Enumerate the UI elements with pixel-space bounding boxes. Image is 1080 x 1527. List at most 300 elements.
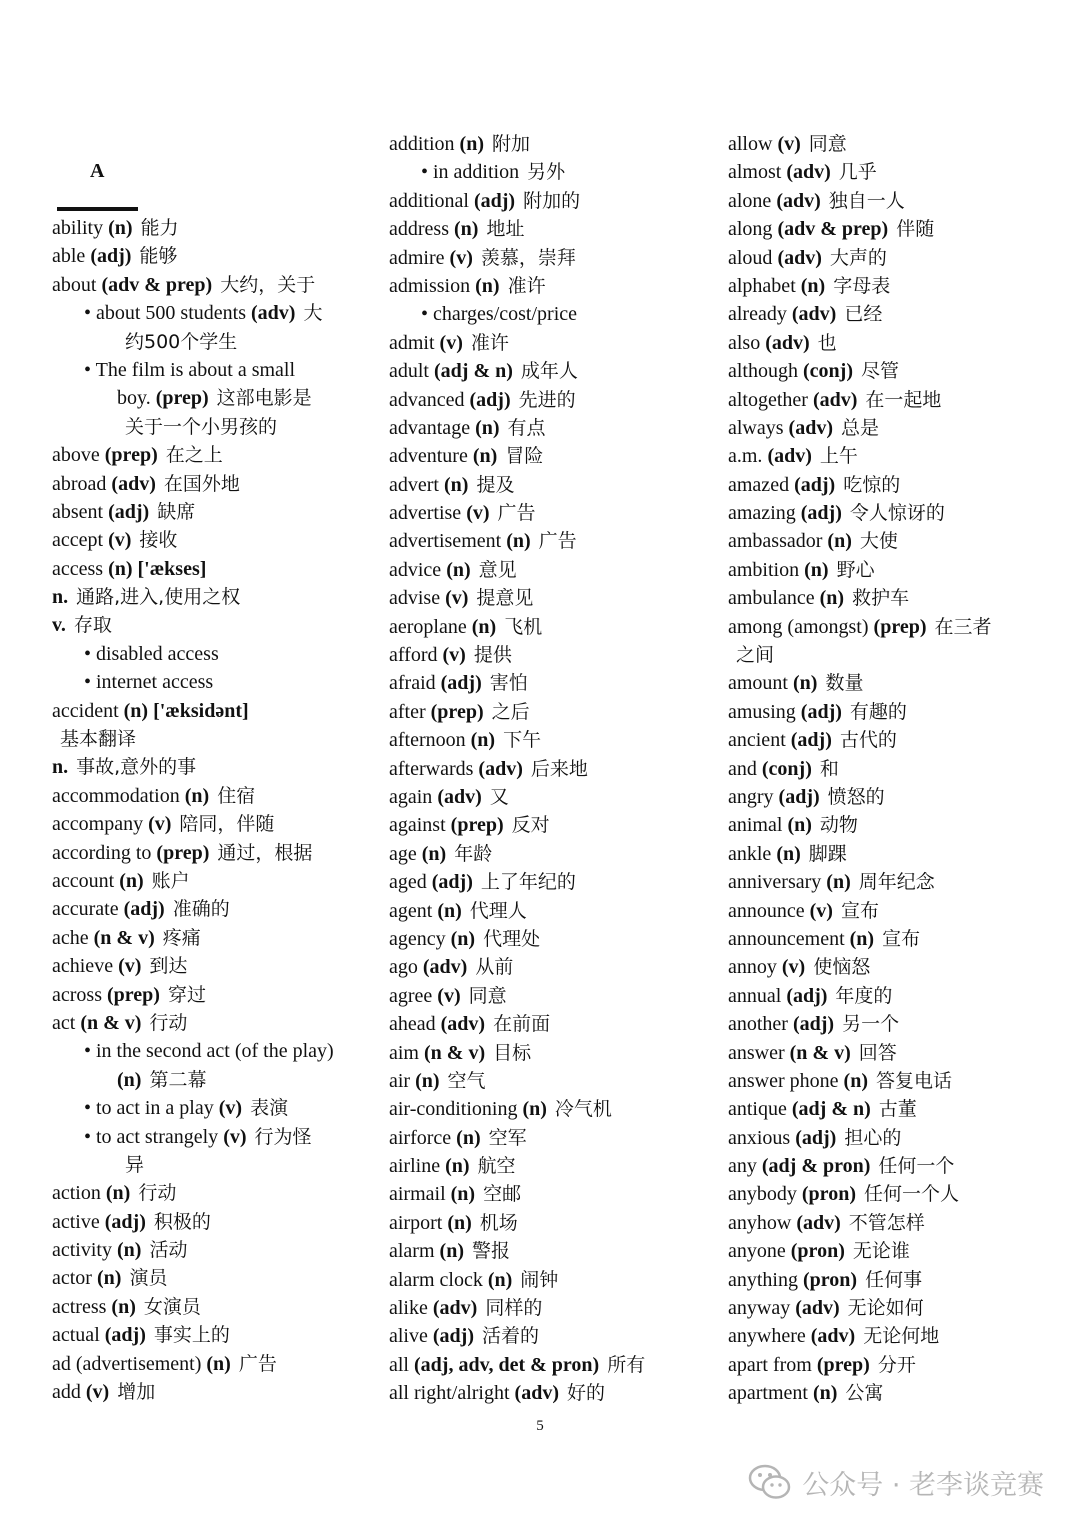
entry-word: add [52,1381,86,1404]
word-column-3 [728,130,1046,1408]
entry-word: • in the second act (of the play) [84,1040,334,1063]
entry-pos: (prep) [450,814,504,837]
entry-word: advert [389,473,444,496]
entry-word: abroad [52,472,112,495]
entry-pos: (n) [184,784,210,807]
entry-pos: (v) [85,1381,110,1404]
dictionary-entry [728,130,1046,158]
entry-pos: (n) [450,1183,476,1206]
entry-translation: 地址 [486,218,525,241]
entry-translation: 动物 [819,814,858,837]
entry-word: across [52,983,107,1006]
entry-word: active [52,1210,105,1233]
entry-pos: (v) [223,1125,247,1148]
entry-word: • about 500 students [84,302,251,325]
dictionary-entry [52,583,374,611]
entry-translation: 尽管 [860,360,899,383]
entry-translation: 无论如何 [847,1297,924,1320]
entry-word: apart from [728,1353,817,1376]
entry-pos: (n & v) [789,1041,851,1064]
entry-pos: (v) [439,331,463,354]
entry-translation: 准确的 [172,898,230,921]
entry-pos: (n) [812,1382,838,1405]
entry-translation: 行动 [138,1182,177,1205]
entry-translation: 古代的 [839,729,897,752]
entry-word: additional [389,189,474,212]
entry-translation: 使恼怒 [813,956,871,979]
entry-word: again [389,785,438,808]
entry-translation: 在前面 [493,1013,551,1036]
entry-word: already [728,303,792,326]
entry-word: accommodation [52,784,185,807]
dictionary-entry [389,386,707,414]
entry-translation: 有点 [507,416,546,439]
entry-pos: n. [52,586,69,609]
entry-word: • to act strangely [84,1125,224,1148]
entry-word: almost [728,161,787,184]
entry-pos: (adv) [422,956,468,979]
entry-translation: 回答 [858,1041,897,1064]
entry-translation: 积极的 [153,1210,211,1233]
entry-translation: 接收 [139,529,178,552]
entry-translation: 活着的 [481,1325,539,1348]
dictionary-entry [728,1266,1046,1294]
dictionary-entry [389,868,707,896]
dictionary-entry [52,1208,374,1236]
entry-word: annual [728,984,787,1007]
entry-word: against [389,814,451,837]
entry-translation: 脚踝 [808,842,847,865]
entry-pos: (adv & prep) [777,218,889,241]
entry-pos: (prep) [155,387,209,410]
entry-translation: 提及 [476,473,515,496]
entry-pos: (n) [475,416,500,439]
entry-word: act [52,1011,81,1034]
dictionary-entry [728,840,1046,868]
entry-word: airport [389,1211,448,1234]
entry-pos: (n) [437,899,462,922]
entry-translation: 表演 [250,1097,289,1120]
entry-translation: 数量 [825,672,864,695]
dictionary-entry [728,783,1046,811]
entry-word: achieve [52,955,119,978]
entry-word: action [52,1182,106,1205]
dictionary-entry [728,1322,1046,1350]
dictionary-entry [389,1379,707,1407]
entry-translation: 异 [125,1153,145,1176]
entry-translation: 先进的 [518,388,576,411]
word-column-2 [389,130,707,1408]
entry-word: altogether [728,388,813,411]
dictionary-entry [389,499,707,527]
entry-pos: (v) [218,1097,243,1120]
entry-word: • internet access [84,671,214,694]
entry-translation: 准许 [507,274,546,297]
dictionary-entry [52,1350,374,1378]
entry-translation: 担心的 [844,1126,902,1149]
dictionary-entry [728,1010,1046,1038]
entry-pos: (n & v) [80,1011,142,1034]
entry-pos: (n) [843,1069,868,1092]
dictionary-entry [52,895,374,923]
dictionary-entry [52,924,374,952]
dictionary-entry [52,271,374,299]
dictionary-entry [728,1209,1046,1237]
entry-translation: 增加 [117,1381,156,1404]
entry-pos: (n) [819,587,845,610]
entry-word: apartment [728,1382,813,1405]
entry-pos: (adj) [800,502,842,525]
entry-translation: 同意 [808,133,847,155]
dictionary-entry [728,1237,1046,1265]
entry-pos: (adj & pron) [761,1155,871,1178]
dictionary-entry [728,953,1046,981]
entry-translation: 到达 [149,955,188,978]
word-column-1 [52,214,374,1406]
dictionary-entry [728,329,1046,357]
entry-translation: 附加 [492,133,531,155]
entry-word: admit [389,331,440,354]
entry-pos: (n) [119,869,144,892]
entry-word: boy. [117,387,156,410]
entry-word: • The film is about a small [84,358,296,381]
entry-translation: 另外 [527,161,566,184]
entry-word: alphabet [728,274,801,297]
entry-pos: (n) [421,842,447,865]
entry-translation: 又 [489,785,509,808]
entry-pos: (n) [827,530,852,553]
entry-word: anyhow [728,1211,797,1234]
entry-word: ability [52,217,109,239]
entry-pos: (pron) [801,1183,856,1206]
entry-translation: 冒险 [505,445,544,468]
entry-translation: 飞机 [504,615,543,638]
entry-word: alive [389,1325,433,1348]
entry-translation: 疼痛 [162,926,201,949]
entry-word: above [52,444,105,467]
entry-pos: (n) [793,672,818,695]
entry-word: age [389,842,422,865]
entry-word: answer [728,1041,790,1064]
entry-pos: (v) [445,587,469,610]
entry-translation: 附加的 [523,189,581,212]
dictionary-entry [389,414,707,442]
entry-word: advertisement [389,530,507,553]
entry-word: access [52,557,109,580]
entry-pos: (n) [117,1068,142,1091]
wechat-icon [748,1462,792,1502]
entry-word: afterwards [389,757,479,780]
dictionary-entry [389,442,707,470]
entry-word: airmail [389,1183,451,1206]
dictionary-entry [728,300,1046,328]
dictionary-entry [389,556,707,584]
entry-pos: (n) [475,274,500,297]
entry-word: able [52,245,91,268]
entry-word: ankle [728,842,777,865]
entry-pos: (n) ['æksidənt] [123,699,249,722]
dictionary-entry [728,414,1046,442]
entry-word: adventure [389,445,473,468]
entry-pos: (v) [466,502,490,525]
entry-translation: 年龄 [454,842,493,865]
entry-pos: (adv) [796,1211,841,1234]
entry-translation: 基本翻译 [60,728,137,751]
entry-translation: 害怕 [489,672,528,695]
entry-word: among (amongst) [728,615,874,638]
entry-translation: 无论何地 [863,1325,940,1348]
entry-pos: (v) [777,133,801,155]
entry-word: airline [389,1155,446,1178]
dictionary-entry [728,925,1046,953]
entry-pos: (n) [453,218,479,241]
watermark-text: 公众号 · 老李谈竞赛 [802,1469,1044,1501]
entry-translation: 任何一个 [878,1155,955,1178]
entry-pos: (adv & prep) [101,273,213,296]
dictionary-entry [728,641,1046,669]
entry-pos: (v) [449,246,473,269]
entry-word: anywhere [728,1325,811,1348]
entry-word: along [728,218,778,241]
entry-translation: 总是 [841,416,880,439]
dictionary-entry [728,982,1046,1010]
dictionary-entry [728,1180,1046,1208]
entry-pos: (pron) [803,1268,858,1291]
entry-word: air [389,1069,416,1092]
entry-translation: 缺席 [157,500,196,523]
entry-pos: (v) [148,813,172,836]
dictionary-entry [52,498,374,526]
entry-translation: 演员 [129,1267,168,1290]
dictionary-entry [52,981,374,1009]
entry-translation: 不管怎样 [848,1211,925,1234]
entry-pos: (n) [787,814,812,837]
entry-translation: 后来地 [530,757,588,780]
entry-pos: (adv) [777,246,822,269]
dictionary-entry [389,329,707,357]
entry-pos: (adj) [431,871,473,894]
entry-pos: (n) [776,842,801,865]
entry-translation: 女演员 [143,1295,201,1318]
dictionary-entry [52,1123,374,1151]
dictionary-entry [389,1152,707,1180]
dictionary-entry [389,982,707,1010]
entry-pos: (n) [506,530,531,553]
entry-pos: (adj) [104,1210,146,1233]
entry-pos: (adj) [432,1325,474,1348]
entry-pos: (prep) [104,444,158,467]
dictionary-entry [728,613,1046,641]
entry-pos: (v) [781,956,806,979]
entry-word: aloud [728,246,778,269]
entry-pos: (adj) [795,1126,837,1149]
entry-word: accompany [52,813,149,836]
dictionary-entry [52,1321,374,1349]
entry-word: aim [389,1041,424,1064]
entry-translation: 羡慕，崇拜 [480,246,576,269]
entry-translation: 有趣的 [849,700,907,723]
dictionary-entry [728,187,1046,215]
dictionary-entry [389,755,707,783]
entry-pos: (n & v) [424,1041,486,1064]
dictionary-entry [52,1066,374,1094]
entry-translation: 独自一人 [828,189,905,212]
entry-translation: 机场 [479,1211,518,1234]
entry-translation: 愤怒的 [827,785,885,808]
entry-pos: (prep) [873,615,927,638]
entry-pos: (n) [443,473,469,496]
entry-pos: (n) [206,1352,231,1375]
entry-word: agree [389,984,438,1007]
entry-translation: 令人惊讶的 [849,502,945,525]
entry-pos: (n) [826,871,851,894]
dictionary-entry [728,669,1046,697]
entry-word: all [389,1353,414,1376]
entry-word: antique [728,1098,792,1121]
entry-translation: 分开 [877,1353,916,1376]
entry-translation: 行动 [149,1011,188,1034]
entry-pos: (adj & n) [434,360,513,383]
dictionary-entry [389,1351,707,1379]
dictionary-entry [52,526,374,554]
entry-word: advanced [389,388,470,411]
entry-word: alarm [389,1240,440,1263]
dictionary-entry [52,668,374,696]
entry-translation: 代理处 [483,927,541,950]
entry-pos: (conj) [803,360,853,383]
entry-pos: (adv) [776,189,821,212]
entry-translation: 冷气机 [554,1098,612,1121]
entry-translation: 从前 [475,956,514,979]
dictionary-entry [389,811,707,839]
entry-translation: 公寓 [845,1382,884,1405]
entry-translation: 穿过 [167,983,206,1006]
entry-word: addition [389,133,460,155]
dictionary-entry [728,499,1046,527]
entry-pos: (n) [470,729,496,752]
entry-word: advantage [389,416,476,439]
entry-word: all right/alright [389,1382,515,1405]
entry-pos: (prep) [816,1353,870,1376]
dictionary-entry [389,215,707,243]
entry-translation: 周年纪念 [858,871,935,894]
dictionary-entry [389,726,707,754]
entry-word: aeroplane [389,615,472,638]
entry-translation: 上午 [819,445,858,468]
entry-translation: 住宿 [217,784,256,807]
entry-word: any [728,1155,762,1178]
entry-word: address [389,218,454,241]
dictionary-entry [389,641,707,669]
entry-translation: 成年人 [520,360,578,383]
entry-pos: (adj) [90,245,132,268]
entry-translation: 事故,意外的事 [76,756,197,779]
entry-word: anything [728,1268,803,1291]
dictionary-entry [728,1067,1046,1095]
entry-translation: 大使 [859,530,898,553]
entry-translation: 下午 [503,729,542,752]
entry-word: aged [389,871,432,894]
entry-word: amazing [728,502,801,525]
entry-translation: 也 [817,331,837,354]
entry-translation: 活动 [149,1239,188,1262]
entry-pos: (adj) [794,473,836,496]
dictionary-entry [389,897,707,925]
entry-translation: 第二幕 [149,1068,207,1091]
entry-pos: (adv) [111,472,156,495]
entry-translation: 之间 [736,644,775,667]
dictionary-entry [52,328,374,356]
entry-word: ambition [728,558,805,581]
dictionary-entry [728,442,1046,470]
dictionary-entry [389,1124,707,1152]
dictionary-entry [52,725,374,753]
section-rule [57,207,138,211]
entry-pos: (adj) [440,672,482,695]
entry-translation: 账户 [151,869,190,892]
entry-translation: 事实上的 [153,1324,230,1347]
entry-translation: 空气 [447,1069,486,1092]
entry-word: actress [52,1295,112,1318]
entry-pos: (n) [849,927,875,950]
dictionary-entry [728,244,1046,272]
entry-pos: (conj) [761,757,812,780]
entry-translation: 古董 [878,1098,917,1121]
dictionary-entry [52,555,374,583]
entry-word: • in addition [421,161,520,184]
entry-pos: (n) [804,558,829,581]
dictionary-entry [52,810,374,838]
dictionary-entry [389,1237,707,1265]
entry-word: amount [728,672,793,695]
dictionary-entry [52,413,374,441]
entry-translation: 大声的 [829,246,887,269]
entry-translation: 广告 [497,502,536,525]
dictionary-entry [389,1067,707,1095]
entry-pos: (n) [439,1240,464,1263]
entry-pos: n. [52,756,69,779]
dictionary-entry [728,811,1046,839]
entry-pos: (n) [522,1098,547,1121]
entry-translation: 宣布 [840,899,879,922]
entry-pos: (n) [459,133,484,155]
entry-pos: (v) [437,984,461,1007]
entry-word: according to [52,841,157,864]
entry-word: • disabled access [84,642,219,665]
dictionary-entry [728,527,1046,555]
entry-translation: 和 [819,757,839,780]
dictionary-entry [389,471,707,499]
entry-pos: (n) [105,1182,131,1205]
entry-pos: (n) [445,1155,470,1178]
entry-word: alone [728,189,777,212]
entry-translation: 这部电影是 [216,387,312,410]
entry-word: anniversary [728,871,827,894]
entry-translation: 上了年纪的 [480,871,576,894]
entry-translation: 任何一个人 [863,1183,959,1206]
entry-pos: (adj) [123,898,165,921]
entry-translation: 之后 [491,700,530,723]
entry-pos: (n) [446,558,471,581]
dictionary-entry [52,697,374,725]
entry-pos: (n) [447,1211,472,1234]
entry-pos: (n) [487,1268,513,1291]
dictionary-entry [728,471,1046,499]
entry-translation: 年度的 [835,984,893,1007]
dictionary-entry [728,584,1046,612]
entry-word: afraid [389,672,441,695]
entry-word: animal [728,814,788,837]
